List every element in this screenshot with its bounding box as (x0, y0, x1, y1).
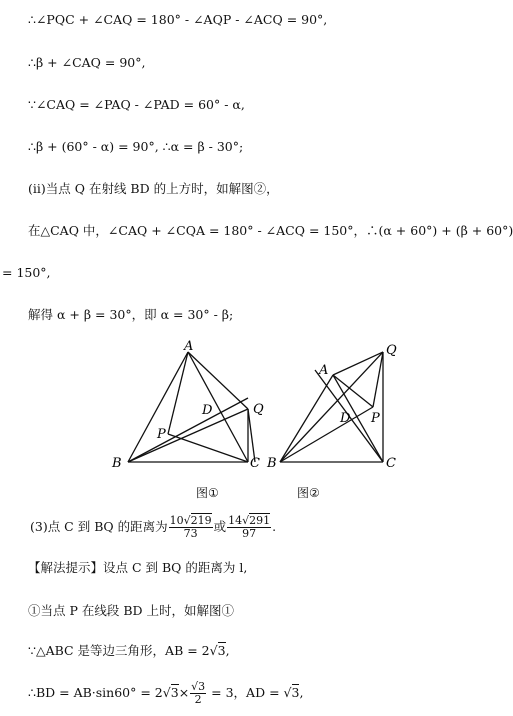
text-line-10: 【解法提示】设点 C 到 BQ 的距离为 l, (28, 560, 248, 575)
text-line-12: ∵△ABC 是等边三角形，AB = 2√3, (28, 643, 230, 658)
frac1-coef: 10 (169, 514, 184, 527)
figure-1-caption: 图① (196, 486, 219, 500)
fig2-label-p: P (371, 411, 380, 426)
frac2-coef: 14 (228, 514, 243, 527)
figure-2 (265, 340, 395, 470)
fig2-line-ab (280, 375, 333, 462)
line12-text: ∵△ABC 是等边三角形，AB = 2 (28, 643, 210, 658)
line13-end: , (299, 685, 304, 700)
fig2-label-q: Q (386, 343, 397, 358)
frac3-denominator: 2 (194, 693, 202, 706)
fig2-label-a: A (319, 363, 329, 378)
fig2-line-bq (280, 352, 383, 462)
text-line-8: 解得 α + β = 30°，即 α = 30° - β; (28, 307, 234, 322)
text-line-2: ∴β + ∠CAQ = 90°, (28, 55, 146, 70)
fraction-2: $\frac{14√291}{97}$ (228, 514, 271, 540)
or-word: 或 (213, 519, 227, 534)
text-line-6: 在△CAQ 中，∠CAQ + ∠CQA = 180° - ∠ACQ = 150°，∴(α + 60°) + (β + 60°) (28, 223, 513, 238)
fig1-line-aq (188, 352, 248, 409)
fig1-label-c: C (250, 456, 260, 471)
fig2-label-b: B (267, 456, 277, 471)
fig1-line-ap (168, 352, 188, 434)
line13-text: ∴BD = AB·sin60° = 2 (28, 685, 163, 700)
frac2-denominator: 97 (242, 527, 257, 540)
text-line-7: = 150°, (2, 265, 51, 280)
frac1-denominator: 73 (183, 527, 198, 540)
line13-radicand-2: 3 (291, 685, 300, 700)
frac1-radicand: 219 (190, 514, 212, 527)
frac2-radicand: 291 (249, 514, 271, 527)
fig1-label-d: D (202, 403, 213, 418)
fig1-line-pc (168, 434, 248, 462)
text-line-1: ∴∠PQC + ∠CAQ = 180° - ∠AQP - ∠ACQ = 90°, (28, 12, 328, 27)
text-line-11: ①当点 P 在线段 BD 上时，如解图① (28, 603, 235, 618)
fraction-1: $\frac{10√219}{73}$ (169, 514, 212, 540)
line12-end: , (225, 643, 230, 658)
fig1-line-bq (128, 409, 248, 462)
line12-radicand: 3 (217, 643, 226, 658)
fig1-label-p: P (157, 427, 166, 442)
text-line-5: (ii)当点 Q 在射线 BD 的上方时，如解图②， (28, 181, 279, 196)
fig2-label-c: C (386, 456, 396, 471)
text-line-3: ∵∠CAQ = ∠PAQ - ∠PAD = 60° - α, (28, 97, 245, 112)
fig1-label-q: Q (253, 402, 264, 417)
times-sign: × (178, 685, 190, 700)
fraction-sqrt3-over-2 (190, 681, 206, 706)
line13-mid: = 3，AD = (207, 685, 284, 700)
answer-3-prefix: (3)点 C 到 BQ 的距离为 (30, 519, 168, 534)
figure-2-caption: 图② (297, 486, 320, 500)
fig2-line-aq (333, 352, 383, 375)
text-line-13: ∴BD = AB·sin60° = 2√3× $\frac{√3}{2}$ = 3，AD = √3, (28, 680, 304, 706)
fig1-line-ac (188, 352, 248, 462)
frac3-numerator: √3 (191, 680, 206, 693)
line13-radicand-1: 3 (170, 685, 179, 700)
figure-1 (110, 340, 280, 470)
text-line-4: ∴β + (60° - α) = 90°, ∴α = β - 30°; (28, 139, 244, 154)
fig2-label-d: D (340, 411, 351, 426)
fig1-label-a: A (184, 339, 194, 354)
fig1-label-b: B (112, 456, 122, 471)
text-line-9: (3)点 C 到 BQ 的距离为 $\frac{10√219}{73}$ 或 $\frac{14√291}{97}$ . (30, 514, 277, 540)
fig2-line-bp (280, 407, 373, 462)
